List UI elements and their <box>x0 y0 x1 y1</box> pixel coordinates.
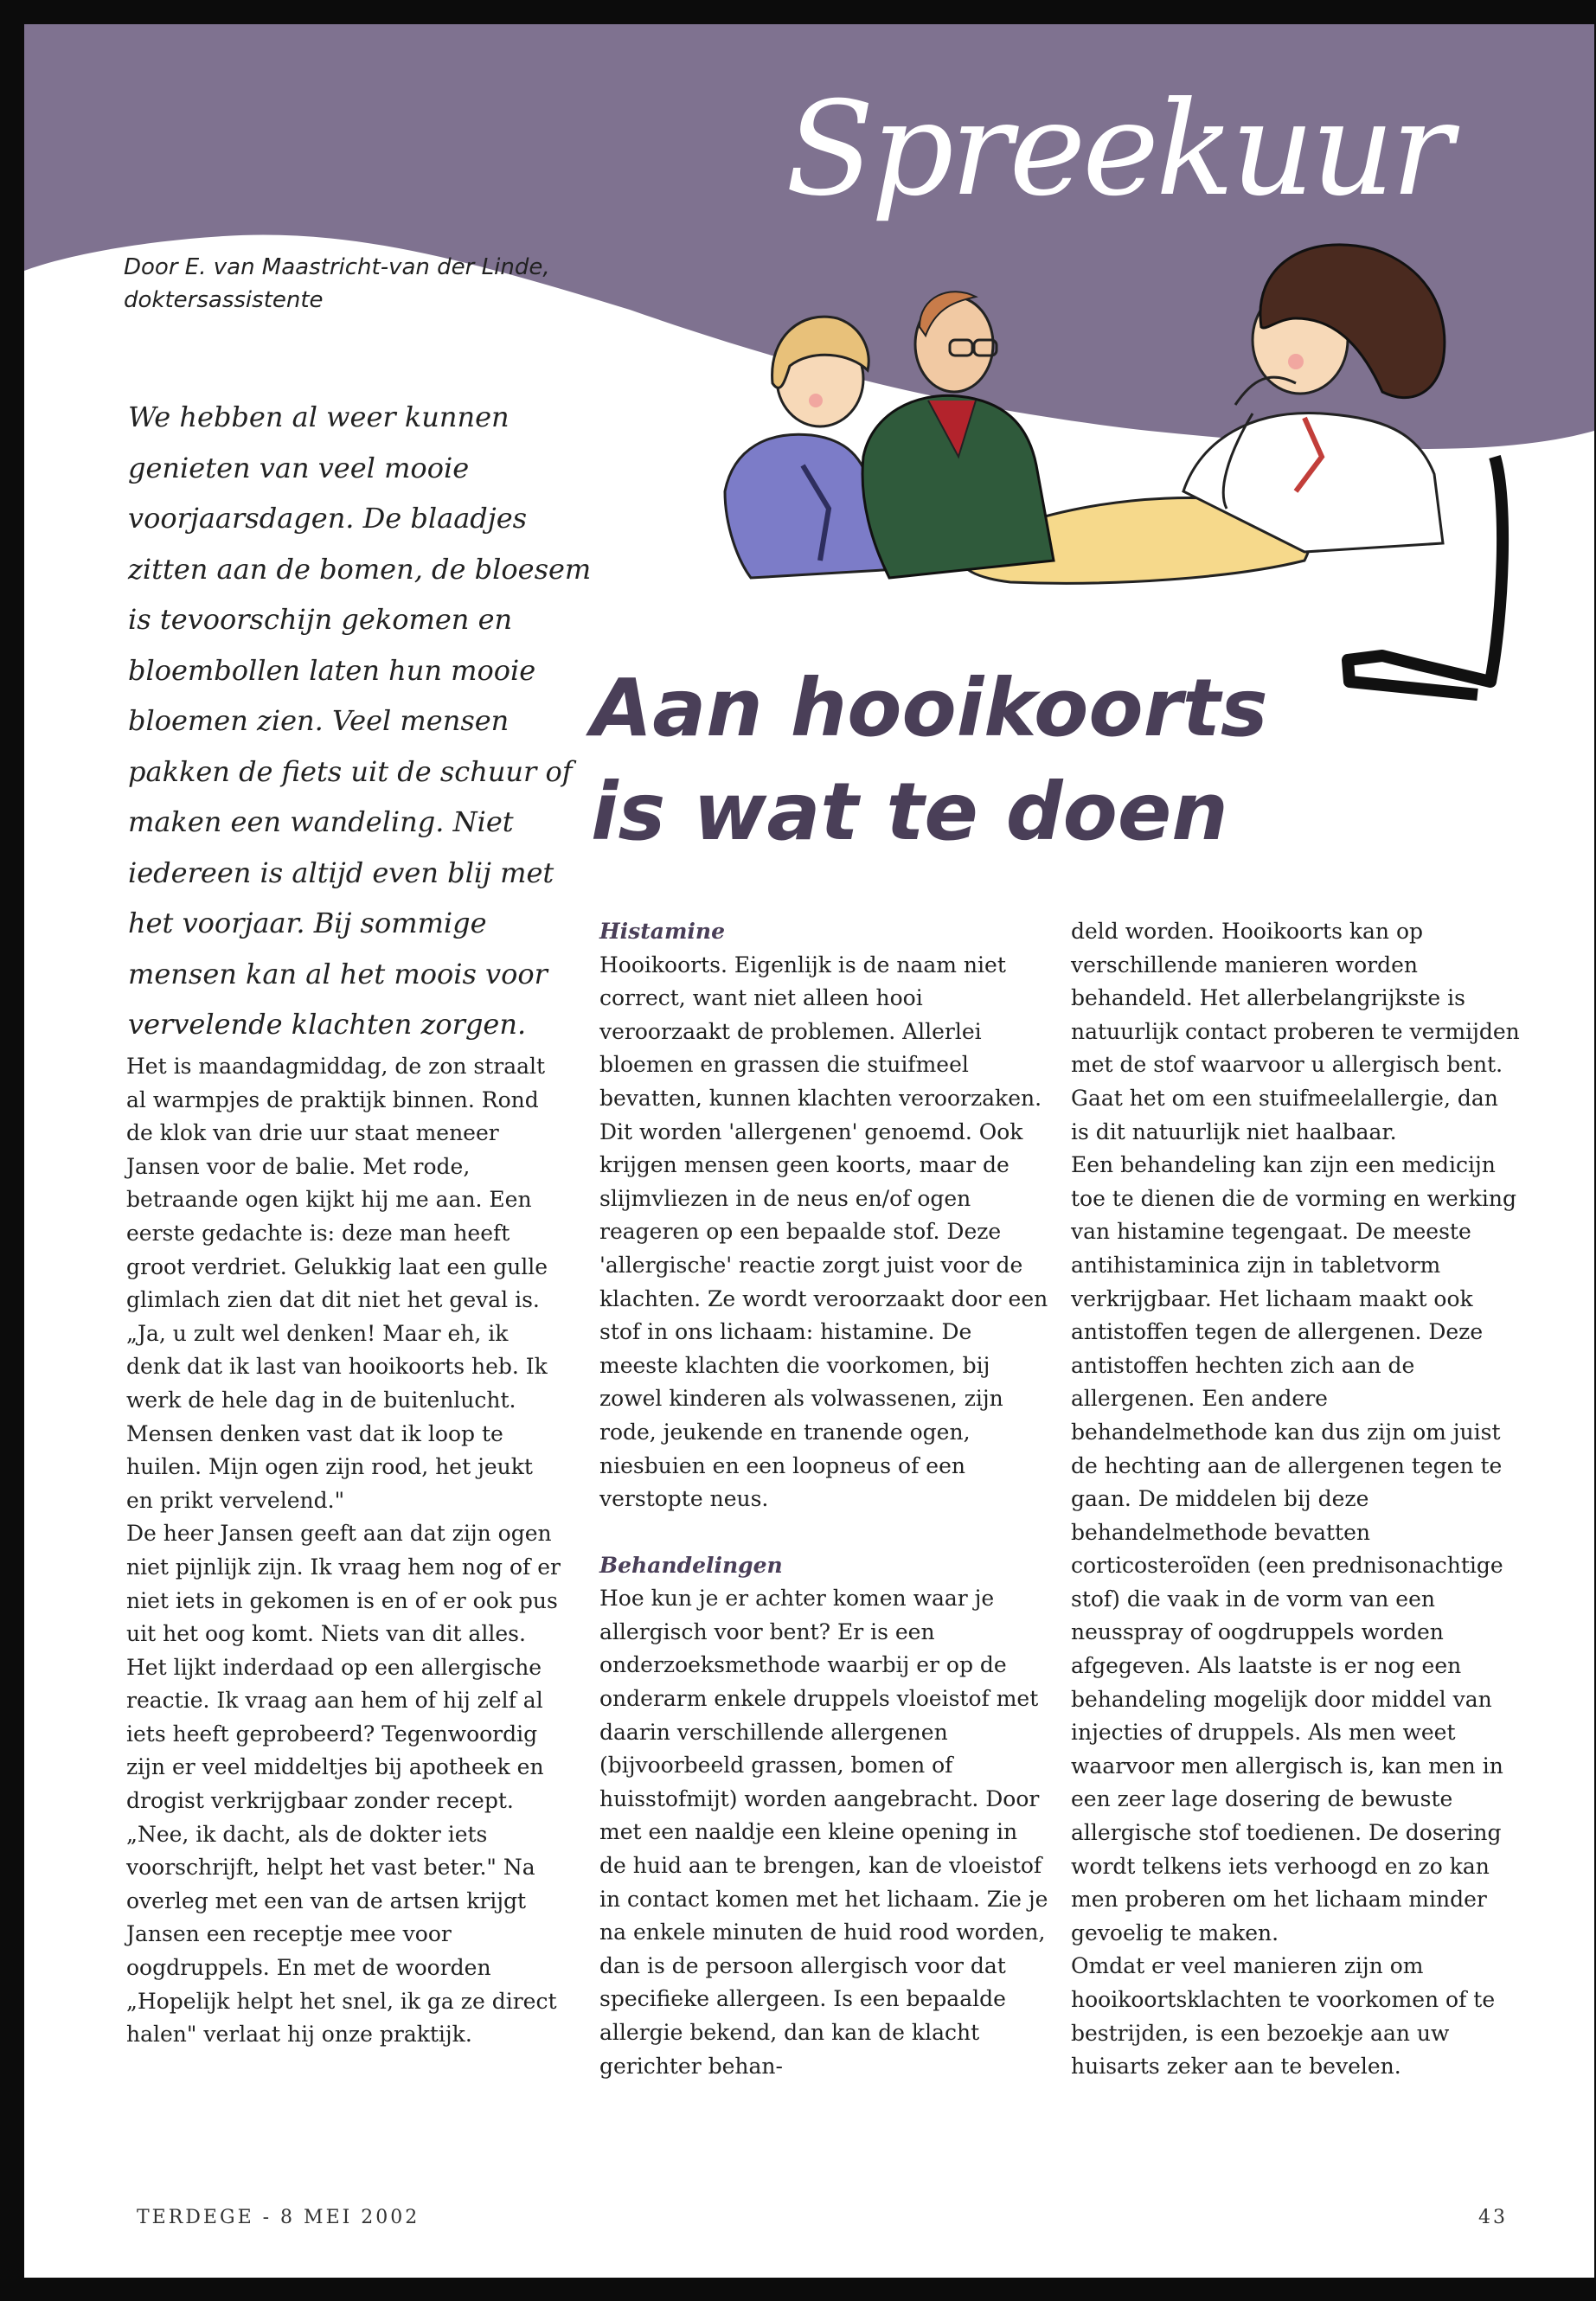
body-column-3 <box>1071 915 1521 2084</box>
subheading-behandelingen: Behandelingen <box>599 1552 783 1578</box>
paragraph: Hooikoorts. Eigenlijk is de naam niet correct, want niet alleen hooi veroorzaakt de problemen. Allerlei bloemen en grassen die stuifmeel bevatten, kunnen klachten veroorzaken. Dit worden 'allergenen' genoemd. Ook krijgen mensen geen koorts, maar de slijmvliezen in de neus en/of ogen reageren op een bepaalde stof. Deze 'allergische' reactie zorgt juist voor de klachten. Ze wordt veroorzaakt door een stof in ons lichaam: histamine. De meeste klachten die voorkomen, bij zowel kinderen als volwassenen, zijn rode, jeukende en tranende ogen, niesbuien en een loopneus of een verstopte neus. <box>599 952 1048 1512</box>
body-column-2 <box>599 915 1049 2083</box>
paragraph: Een behandeling kan zijn een medicijn toe te dienen die de vorming en werking van histamine tegengaat. De meeste antihistaminica zijn in tabletvorm verkrijgbaar. Het lichaam maakt ook antistoffen tegen de allergenen. Deze antistoffen hechten zich aan de allergenen. Een andere behandelmethode kan dus zijn om juist de hechting aan de allergenen tegen te gaan. De middelen bij deze behandelmethode bevatten corticosteroïden (een prednisonachtige stof) die vaak in de vorm van een neusspray of oogdruppels worden afgegeven. Als laatste is er nog een behandeling mogelijk door middel van injecties of druppels. Als men weet waarvoor men allergisch is, kan men in een zeer lage dosering de bewuste allergische stof toedienen. De dosering wordt telkens iets verhoogd en zo kan men proberen om het lichaam minder gevoelig te maken. <box>1071 1152 1516 1945</box>
woman-right-figure <box>1183 245 1445 552</box>
paragraph: De heer Jansen geeft aan dat zijn ogen niet pijnlijk zijn. Ik vraag hem nog of er niet iets in gekomen is en of er ook pus uit het oog komt. Niets van dit alles. Het lijkt inderdaad op een allergische reactie. Ik vraag aan hem of hij zelf al iets heeft geprobeerd? Tegenwoordig zijn er veel middeltjes bij apotheek en drogist verkrijgbaar zonder recept. „Nee, ik dacht, als de dokter iets voorschrijft, helpt het vast beter." Na overleg met een van de artsen krijgt Jansen een receptje mee voor oogdruppels. En met de woorden „Hopelijk helpt het snel, ik ga ze direct halen" verlaat hij onze praktijk. <box>126 1521 561 2048</box>
paragraph: Hoe kun je er achter komen waar je allergisch voor bent? Er is een onderzoeksmethode waarbij er op de onderarm enkele druppels vloeistof met daarin verschillende allergenen (bijvoorbeeld grassen, bomen of huisstofmijt) worden aangebracht. Door met een naaldje een kleine opening in de huid aan te brengen, kan de vloeistof in contact komen met het lichaam. Zie je na enkele minuten de huid rood worden, dan is de persoon allergisch voor dat specifieke allergeen. Is een bepaalde allergie bekend, dan kan de klacht gerichter behan- <box>599 1586 1048 2079</box>
section-title: Spreekuur <box>785 74 1450 225</box>
intro-text: We hebben al weer kunnen genieten van veel mooie voorjaarsdagen. De blaadjes zitten aan de bomen, de bloesem is tevoorschijn gekomen en bloembollen laten hun mooie bloemen zien. Veel mensen pakken de fiets uit de schuur of maken een wandeling. Niet iedereen is altijd even blij met het voorjaar. Bij sommige mensen kan al het moois voor vervelende klachten zorgen. <box>128 401 592 1041</box>
headline-line-1: Aan hooikoorts <box>591 662 1268 754</box>
body-column-1 <box>126 1050 563 2052</box>
paragraph: Het is maandagmiddag, de zon straalt al warmpjes de praktijk binnen. Rond de klok van drie uur staat meneer Jansen voor de balie. Met rode, betraande ogen kijkt hij me aan. Een eerste gedachte is: deze man heeft groot verdriet. Gelukkig laat een gulle glimlach zien dat dit niet het geval is. „Ja, u zult wel denken! Maar eh, ik denk dat ik last van hooikoorts heb. Ik werk de hele dag in de buitenlucht. Mensen denken vast dat ik loop te huilen. Mijn ogen zijn rood, het jeukt en prikt vervelend." <box>126 1054 548 1513</box>
author-byline: Door E. van Maastricht-van der Linde, doktersassistente <box>124 254 550 313</box>
publication-footer: TERDEGE - 8 MEI 2002 <box>137 2207 420 2228</box>
page-number: 43 <box>1478 2207 1508 2228</box>
man-middle-figure <box>862 292 1054 578</box>
magazine-page <box>24 24 1594 2278</box>
paragraph: Omdat er veel manieren zijn om hooikoortsklachten te voorkomen of te bestrijden, is een bezoekje aan uw huisarts zeker aan te bevelen. <box>1071 1953 1496 2080</box>
headline-line-2: is wat te doen <box>591 766 1228 858</box>
subheading-histamine: Histamine <box>599 919 725 944</box>
paragraph: deld worden. Hooikoorts kan op verschillende manieren worden behandeld. Het allerbelangrijkste is natuurlijk contact proberen te vermijden met de stof waarvoor u allergisch bent. Gaat het om een stuifmeelallergie, dan is dit natuurlijk niet haalbaar. <box>1071 919 1520 1144</box>
